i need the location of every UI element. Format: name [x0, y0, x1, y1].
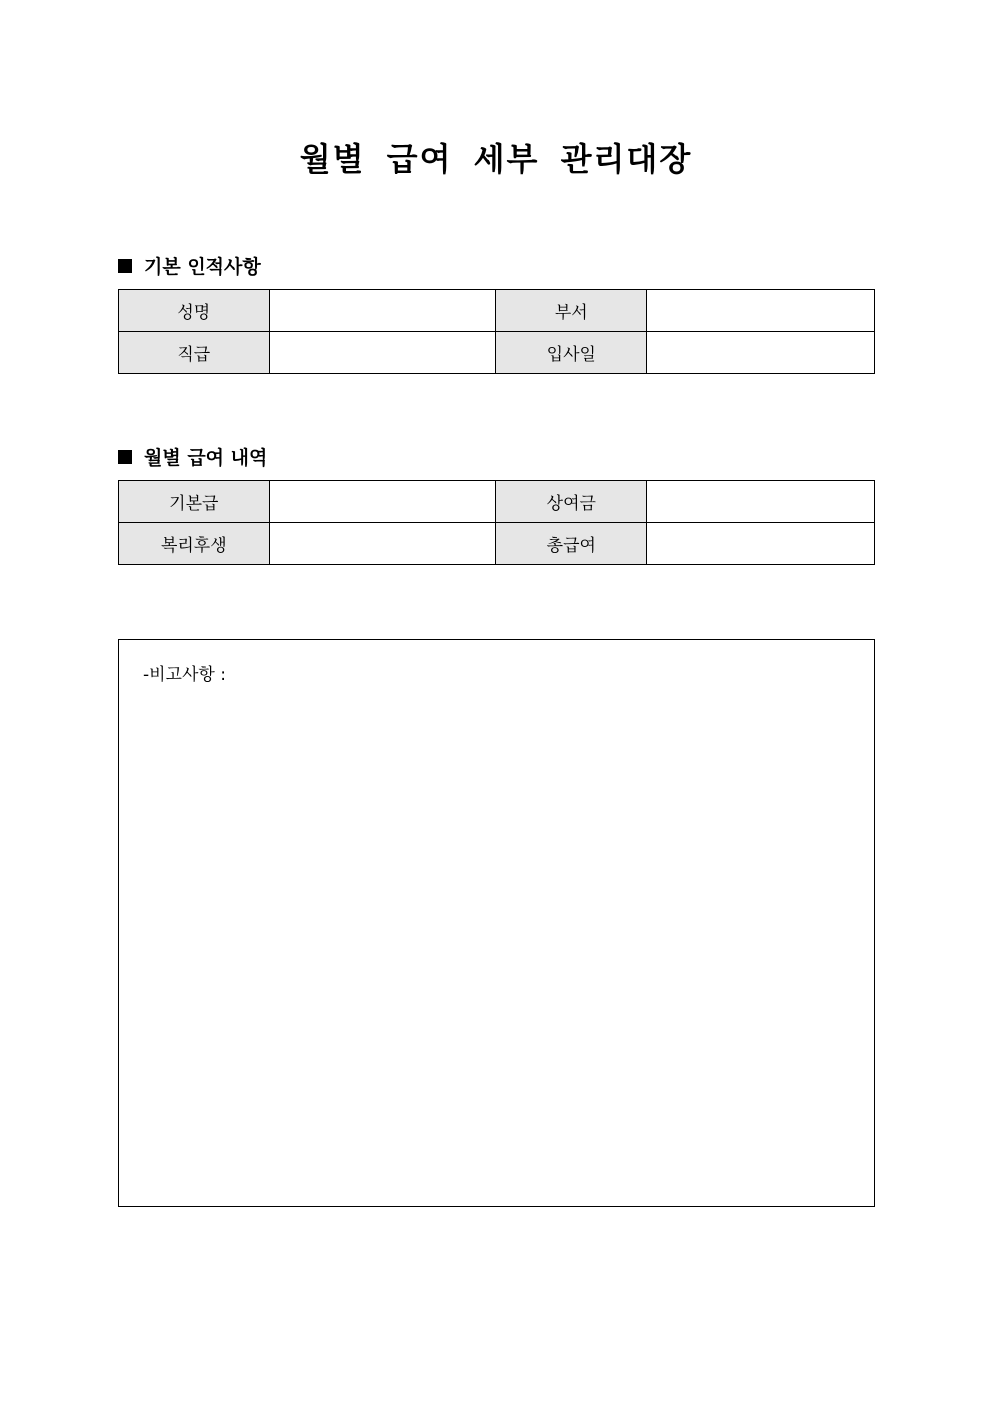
base-pay-field[interactable] [269, 481, 496, 523]
position-field[interactable] [269, 332, 496, 374]
square-bullet-icon [118, 450, 132, 464]
remarks-label: -비고사항 : [143, 665, 226, 685]
section-heading-basic-info [118, 252, 261, 279]
benefits-label: 복리후생 [119, 523, 270, 565]
table-row [119, 481, 875, 523]
position-label: 직급 [119, 332, 270, 374]
salary-table [118, 480, 875, 565]
section-heading-salary [118, 443, 267, 470]
department-field[interactable] [647, 290, 875, 332]
remarks-box[interactable] [118, 639, 875, 1207]
hire-date-label: 입사일 [496, 332, 647, 374]
table-row [119, 523, 875, 565]
name-label: 성명 [119, 290, 270, 332]
name-field[interactable] [269, 290, 496, 332]
bonus-label: 상여금 [496, 481, 647, 523]
table-row [119, 332, 875, 374]
department-label: 부서 [496, 290, 647, 332]
base-pay-label: 기본급 [119, 481, 270, 523]
total-pay-field[interactable] [647, 523, 875, 565]
document-title: 월별 급여 세부 관리대장 [299, 140, 693, 178]
hire-date-field[interactable] [647, 332, 875, 374]
section-heading-label: 월별 급여 내역 [144, 447, 268, 469]
benefits-field[interactable] [269, 523, 496, 565]
basic-info-table [118, 289, 875, 374]
total-pay-label: 총급여 [496, 523, 647, 565]
table-row [119, 290, 875, 332]
square-bullet-icon [118, 259, 132, 273]
section-heading-label: 기본 인적사항 [144, 256, 261, 278]
bonus-field[interactable] [647, 481, 875, 523]
